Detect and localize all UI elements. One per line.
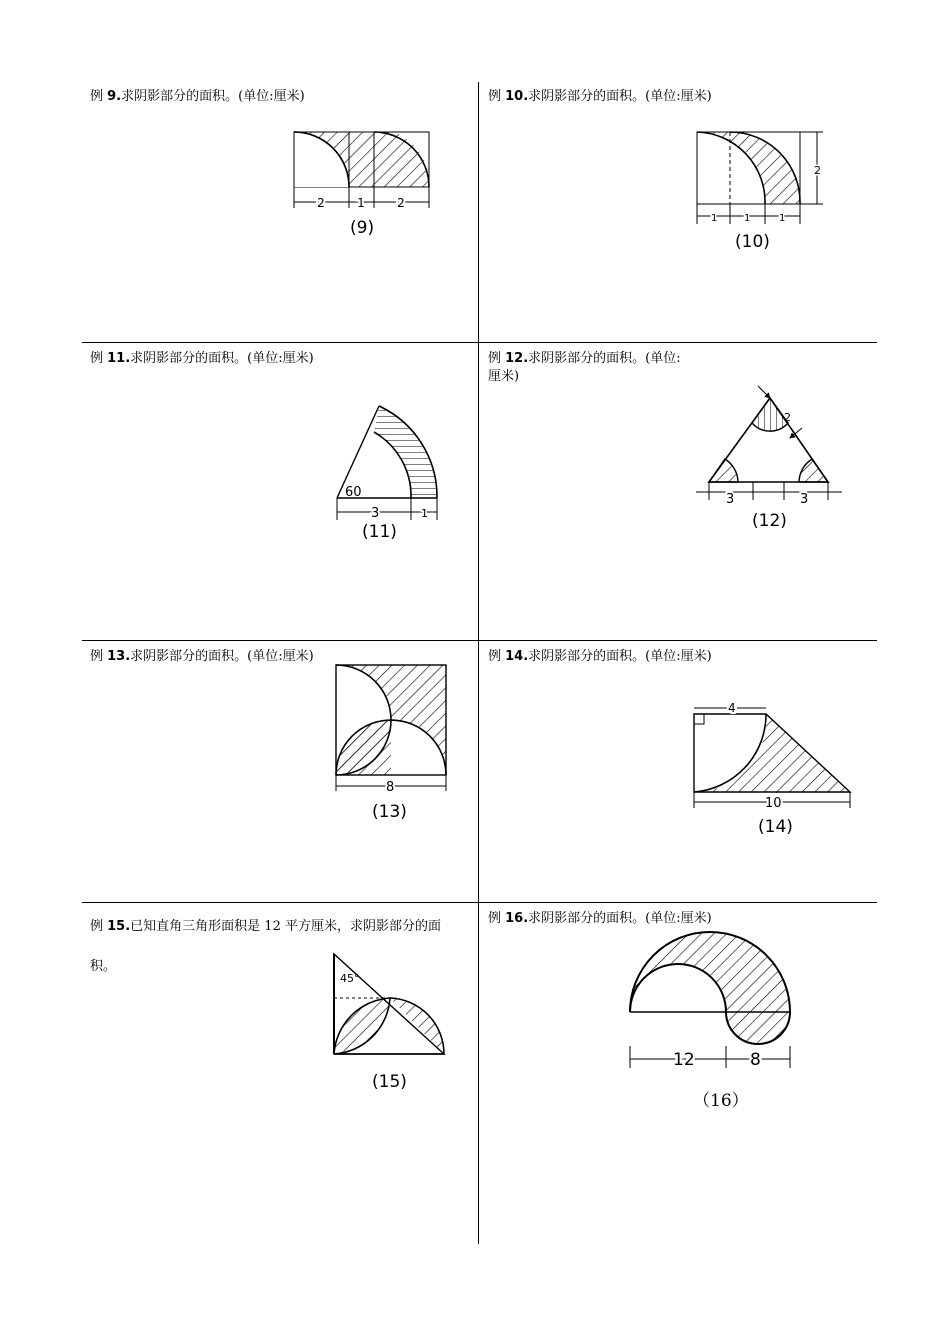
dim-11-angle: 60: [345, 485, 362, 500]
dim-9-b: 1: [357, 196, 365, 210]
caption-15: (15): [372, 1072, 407, 1092]
figure-11: [333, 398, 443, 523]
dim-14-bottom: 10: [765, 796, 782, 811]
figure-13: [332, 661, 450, 796]
figure-12: [692, 378, 847, 506]
center-divider: [478, 82, 479, 1244]
dim-15-angle: 45°: [340, 972, 360, 985]
problem-12-text: 例 12.求阴影部分的面积。(单位: 厘米): [488, 351, 681, 384]
figure-15: [330, 950, 450, 1060]
caption-11: (11): [362, 522, 397, 542]
problem-16-text: 例 16.求阴影部分的面积。(单位:厘米): [488, 911, 712, 926]
figure-16: [626, 932, 796, 1077]
row-divider-2: [82, 640, 877, 641]
row-divider-1: [82, 342, 877, 343]
caption-13: (13): [372, 802, 407, 822]
caption-12: (12): [752, 511, 787, 531]
dim-11-a: 3: [371, 506, 380, 521]
figure-9: [290, 128, 435, 213]
dim-11-b: 1: [421, 507, 428, 520]
problem-9-text: 例 9.求阴影部分的面积。(单位:厘米): [90, 89, 305, 104]
dim-9-a: 2: [317, 196, 325, 210]
caption-9: (9): [350, 218, 375, 238]
dim-10-b: 1: [744, 213, 751, 224]
dim-16-a: 12: [673, 1050, 695, 1070]
dim-12-side: 2: [784, 411, 791, 424]
problem-14-text: 例 14.求阴影部分的面积。(单位:厘米): [488, 649, 712, 664]
dim-14-top: 4: [728, 701, 736, 715]
problem-15-text: 例 15.已知直角三角形面积是 12 平方厘米，求阴影部分的面: [90, 919, 441, 934]
figure-14: [690, 700, 855, 812]
problem-10-text: 例 10.求阴影部分的面积。(单位:厘米): [488, 89, 712, 104]
dim-10-c: 1: [779, 213, 786, 224]
caption-16: （16）: [693, 1091, 749, 1111]
row-divider-3: [82, 902, 877, 903]
dim-12-a: 3: [726, 492, 735, 507]
dim-13: 8: [386, 780, 395, 795]
problem-15-text-line2: 积。: [90, 959, 117, 974]
problem-11-text: 例 11.求阴影部分的面积。(单位:厘米): [90, 351, 314, 366]
dim-16-b: 8: [750, 1050, 761, 1070]
dim-10-h: 2: [814, 164, 821, 177]
problem-13-text: 例 13.求阴影部分的面积。(单位:厘米): [90, 649, 314, 664]
dim-12-b: 3: [800, 492, 809, 507]
caption-14: (14): [758, 817, 793, 837]
figure-10: [693, 128, 833, 228]
dim-9-c: 2: [397, 196, 405, 210]
caption-10: (10): [735, 232, 770, 252]
dim-10-a: 1: [711, 213, 718, 224]
